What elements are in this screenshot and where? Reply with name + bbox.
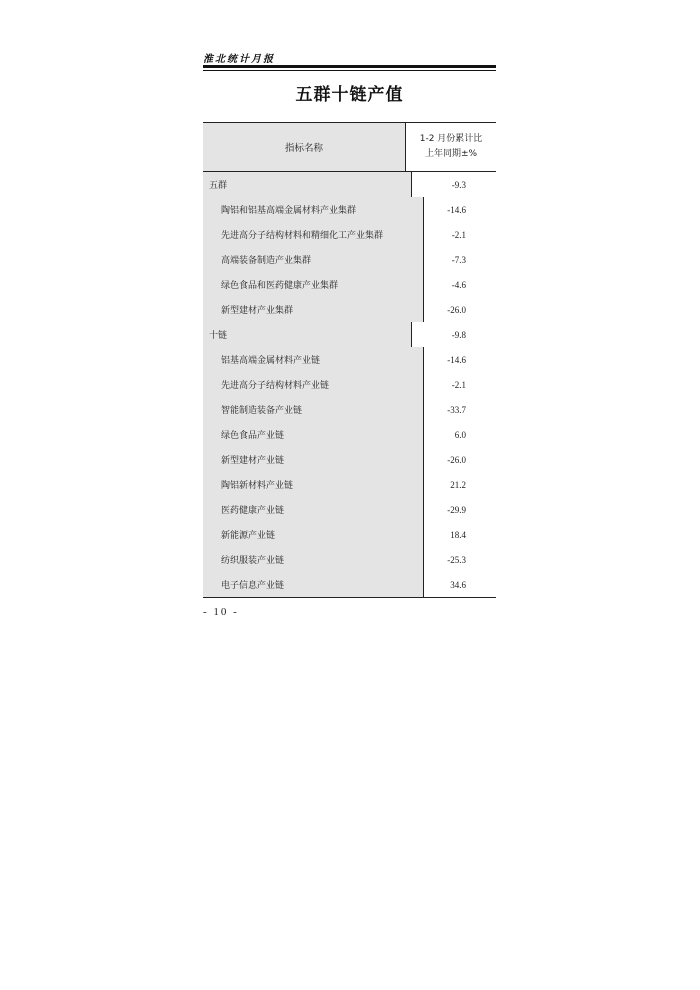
table-row xyxy=(203,522,496,547)
table-row xyxy=(203,472,496,497)
table-row xyxy=(203,497,496,522)
row-value: -33.7 xyxy=(447,404,466,415)
row-value: -29.9 xyxy=(447,504,466,515)
table-row xyxy=(203,222,496,247)
table-row xyxy=(203,422,496,447)
row-item-name: 智能制造装备产业链 xyxy=(203,397,424,422)
row-item-name: 绿色食品和医药健康产业集群 xyxy=(203,272,424,297)
table-row xyxy=(203,297,496,322)
row-item-name: 陶铝和铝基高端金属材料产业集群 xyxy=(203,197,424,222)
row-value: -26.0 xyxy=(447,454,466,465)
row-value: -14.6 xyxy=(447,204,466,215)
row-value: 6.0 xyxy=(454,429,466,440)
row-value: -25.3 xyxy=(447,554,466,565)
row-item-name: 先进高分子结构材料产业链 xyxy=(203,372,424,397)
table-row xyxy=(203,347,496,372)
table-row xyxy=(203,272,496,297)
table-row xyxy=(203,372,496,397)
row-item-name: 陶铝新材料产业链 xyxy=(203,472,424,497)
row-item-name: 纺织服装产业链 xyxy=(203,547,424,572)
column-header-value xyxy=(406,123,496,171)
row-value: 21.2 xyxy=(450,479,466,490)
row-item-name: 先进高分子结构材料和精细化工产业集群 xyxy=(203,222,424,247)
row-value: -14.6 xyxy=(447,354,466,365)
header-rule-thin xyxy=(203,70,496,71)
table-row xyxy=(203,572,496,597)
row-value: 34.6 xyxy=(450,579,466,590)
column-header-value-line2: 上年同期±% xyxy=(424,149,478,159)
row-value: -2.1 xyxy=(451,229,466,240)
row-value: -7.3 xyxy=(451,254,466,265)
table-row xyxy=(203,172,496,197)
row-item-name: 电子信息产业链 xyxy=(203,572,424,597)
row-item-name: 绿色食品产业链 xyxy=(203,422,424,447)
column-header-name: 指标名称 xyxy=(203,123,406,171)
row-item-name: 新能源产业链 xyxy=(203,522,424,547)
table-row xyxy=(203,447,496,472)
table-row xyxy=(203,247,496,272)
table-row xyxy=(203,322,496,347)
table-row xyxy=(203,197,496,222)
table-body xyxy=(203,172,496,597)
row-item-name: 新型建材产业链 xyxy=(203,447,424,472)
publication-header: 淮北统计月报 xyxy=(203,54,275,65)
row-item-name: 医药健康产业链 xyxy=(203,497,424,522)
table-row xyxy=(203,547,496,572)
row-group-name: 五群 xyxy=(203,172,412,197)
row-value: -2.1 xyxy=(451,379,466,390)
row-value: -4.6 xyxy=(451,279,466,290)
table-header xyxy=(203,123,496,172)
table-row xyxy=(203,397,496,422)
row-item-name: 高端装备制造产业集群 xyxy=(203,247,424,272)
row-item-name: 新型建材产业集群 xyxy=(203,297,424,322)
row-value: -26.0 xyxy=(447,304,466,315)
row-value: 18.4 xyxy=(450,529,466,540)
row-group-name: 十链 xyxy=(203,322,412,347)
row-item-name: 铝基高端金属材料产业链 xyxy=(203,347,424,372)
header-rule-thick xyxy=(203,65,496,68)
data-table xyxy=(203,122,496,598)
page-number: - 10 - xyxy=(203,606,239,618)
column-header-value-line1: 1-2 月份累计比 xyxy=(419,134,483,144)
page-title: 五群十链产值 xyxy=(295,85,404,105)
row-value: -9.3 xyxy=(451,179,466,190)
row-value: -9.8 xyxy=(451,329,466,340)
